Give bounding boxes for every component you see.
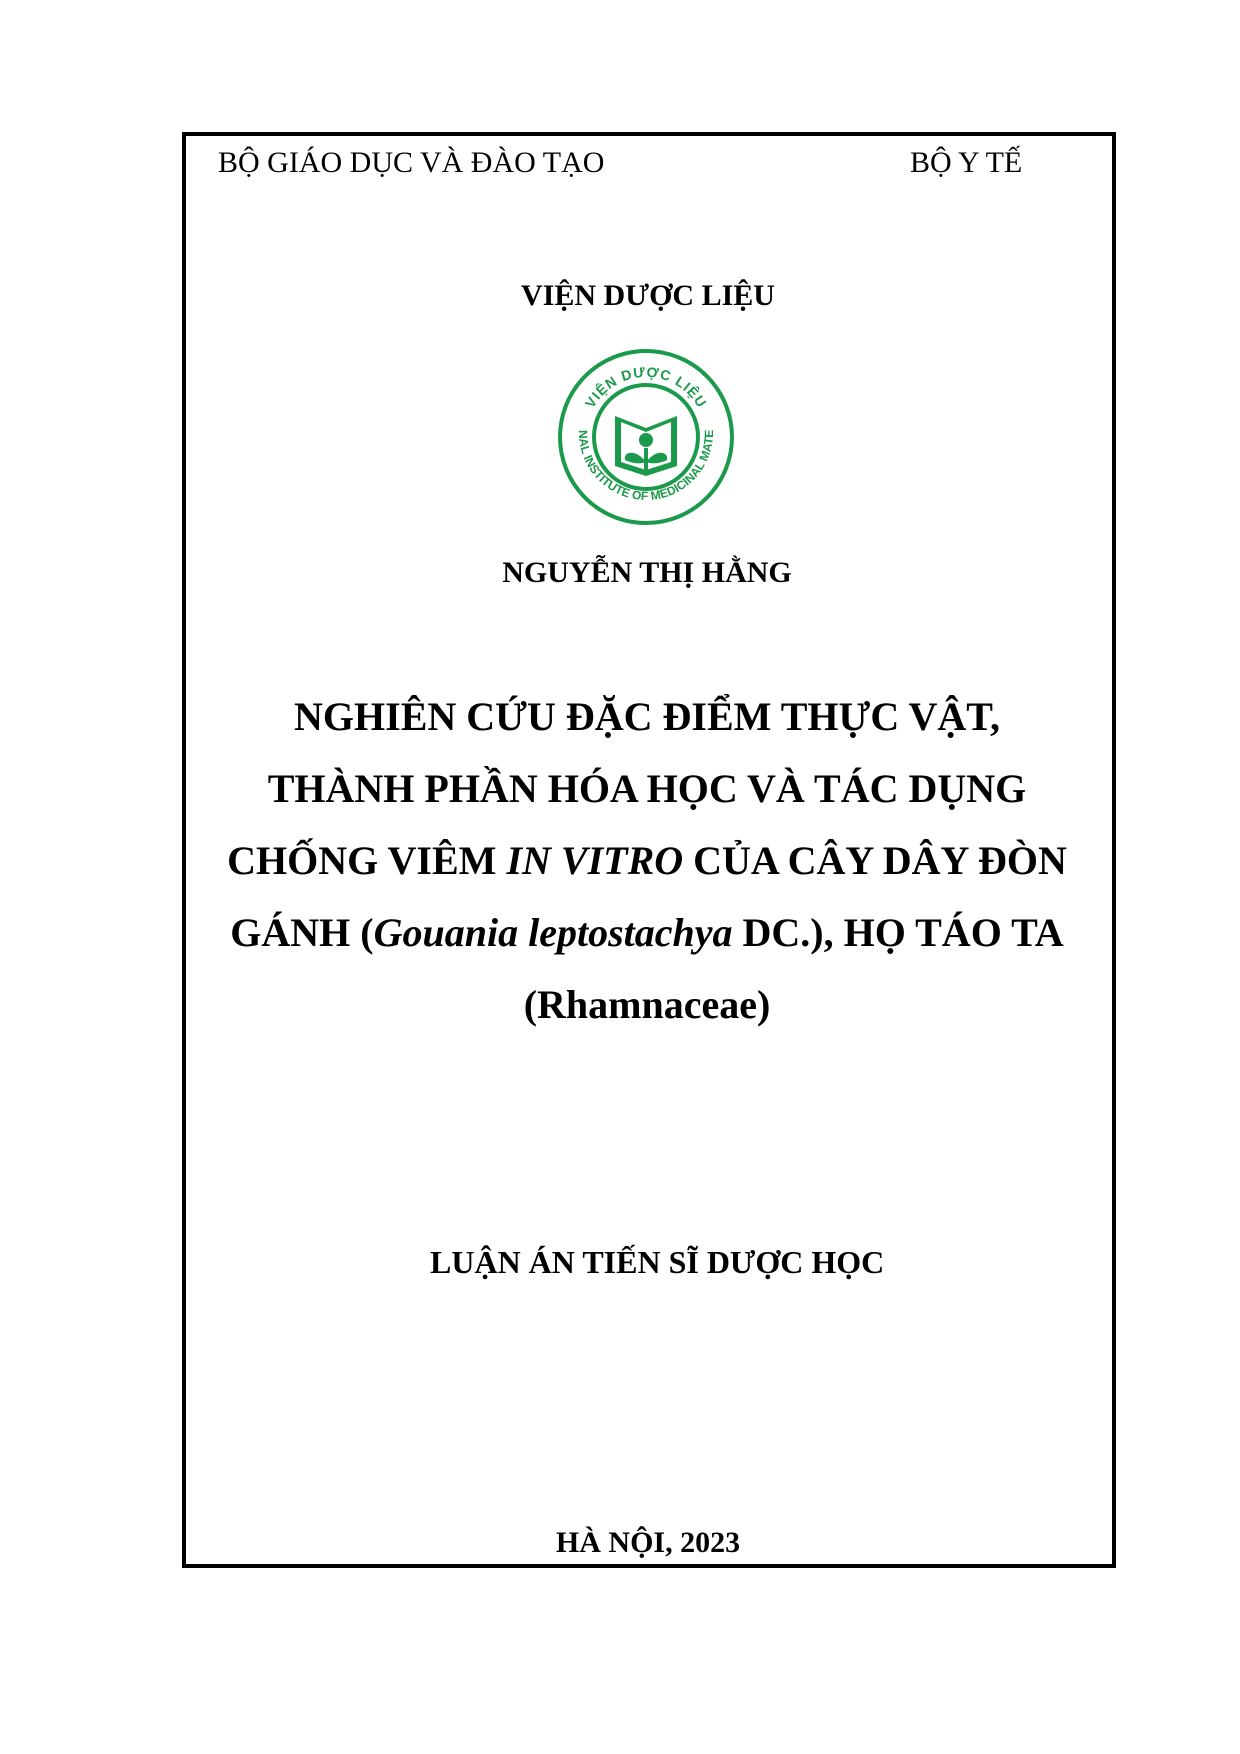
thesis-title (190, 681, 1104, 1041)
title-in-vitro: IN VITRO (506, 838, 684, 883)
seal-top-text: VIỆN DƯỢC LIỆU (581, 363, 711, 411)
author-name: NGUYỄN THỊ HẰNG (502, 556, 792, 589)
title-line-4-pre: GÁNH ( (230, 910, 374, 955)
title-line-5: (Rhamnaceae) (523, 982, 771, 1027)
place-year: HÀ NỘI, 2023 (555, 1526, 741, 1559)
title-line-3-pre: CHỐNG VIÊM (227, 838, 507, 883)
title-line-3 (190, 825, 1104, 897)
title-line-2: THÀNH PHẦN HÓA HỌC VÀ TÁC DỤNG (267, 766, 1027, 811)
ministry-education-heading: BỘ GIÁO DỤC VÀ ĐÀO TẠO (218, 146, 605, 179)
svg-text:VIỆN DƯỢC LIỆU (582, 364, 710, 411)
title-line-4 (190, 897, 1104, 969)
title-line-3-post: CỦA CÂY DÂY ĐÒN (683, 838, 1067, 883)
ministry-health-heading: BỘ Y TẾ (910, 146, 1023, 179)
degree-label: LUẬN ÁN TIẾN SĨ DƯỢC HỌC (430, 1244, 885, 1280)
seal-ring-text: NAL INSTITUTE OF MEDICINAL MATE (575, 429, 717, 504)
title-species-name: Gouania leptostachya (373, 910, 733, 955)
institute-seal-icon (557, 348, 735, 526)
institute-name: VIỆN DƯỢC LIỆU (521, 279, 775, 312)
institute-logo-svg (557, 348, 735, 526)
title-line-1: NGHIÊN CỨU ĐẶC ĐIỂM THỰC VẬT, (294, 694, 1000, 739)
title-line-4-post: DC.), HỌ TÁO TA (732, 910, 1064, 955)
